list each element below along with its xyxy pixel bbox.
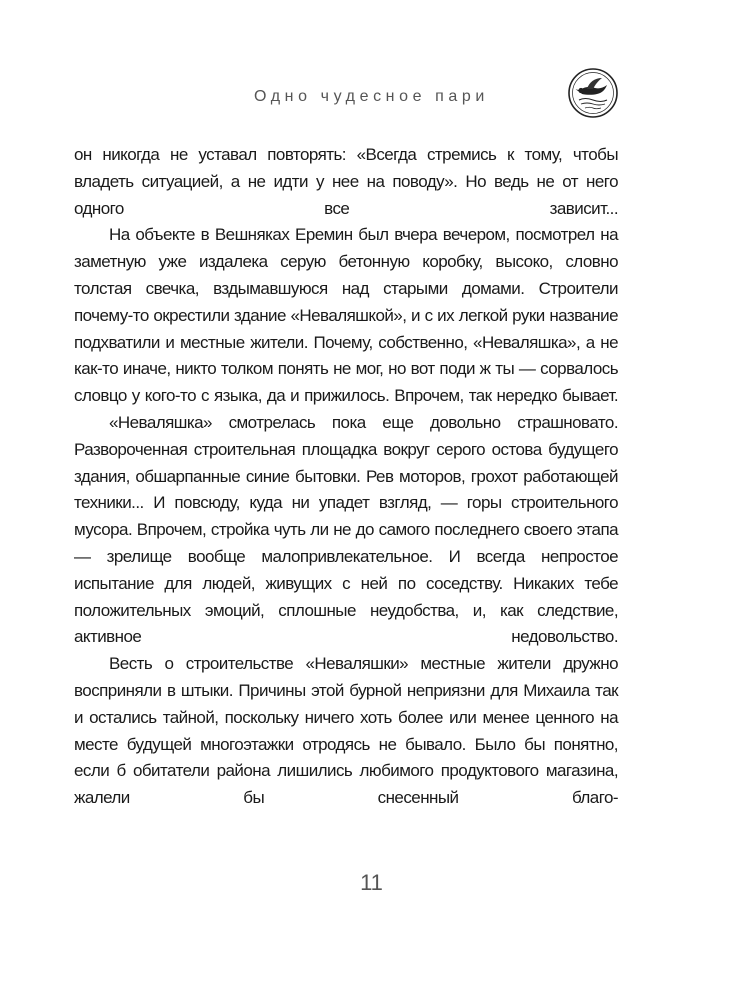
paragraph: «Неваляшка» смотрелась пока еще довольно страшновато. Развороченная строительная площадка вокруг серого остова будущего здания, обшарпанные синие бытовки. Рев моторов, грохот работающей техники... И повсюду, куда ни упадет взгляд, — горы строительного мусора. Впрочем, стройка чуть ли не до самого последнего своего этапа — зрелище вообще малопривлекательное. И всегда непростое испытание для людей, живущих с ней по соседству. Никаких тебе положительных эмоций, сплошные неудобства, и, как следствие, активное недовольство. bbox=[74, 412, 618, 647]
paragraph: Весть о строительстве «Неваляшки» местные жители дружно восприняли в штыки. Причины этой бурной неприязни для Михаила так и остались тайной, поскольку ничего хоть более или менее ценного на месте будущей многоэтажки отродясь не бывало. Было бы понятно, если б обитатели района лишились любимого продуктового магазина, жалели бы снесенный благо- bbox=[74, 654, 618, 808]
body-text bbox=[74, 142, 618, 812]
paragraph: он никогда не уставал повторять: «Всегда стремись к тому, чтобы владеть ситуацией, а не идти у нее на поводу». Но ведь не от него одного все зависит... bbox=[74, 145, 618, 218]
paragraph: На объекте в Вешняках Еремин был вчера вечером, посмотрел на заметную уже издалека серую бетонную коробку, высоко, словно толстая свечка, вздымавшуюся над старыми домами. Строители почему-то окрестили здание «Неваляшкой», и с их легкой руки название подхватили и местные жители. Почему, собственно, «Неваляшка», а не как-то иначе, никто толком понять не мог, но вот поди ж ты — сорвалось словцо у кого-то с языка, да и прижилось. Впрочем, так нередко бывает. bbox=[74, 225, 618, 406]
bird-emblem-icon bbox=[567, 67, 619, 119]
page-number: 11 bbox=[360, 870, 383, 895]
running-title: Одно чудесное пари bbox=[254, 88, 489, 105]
